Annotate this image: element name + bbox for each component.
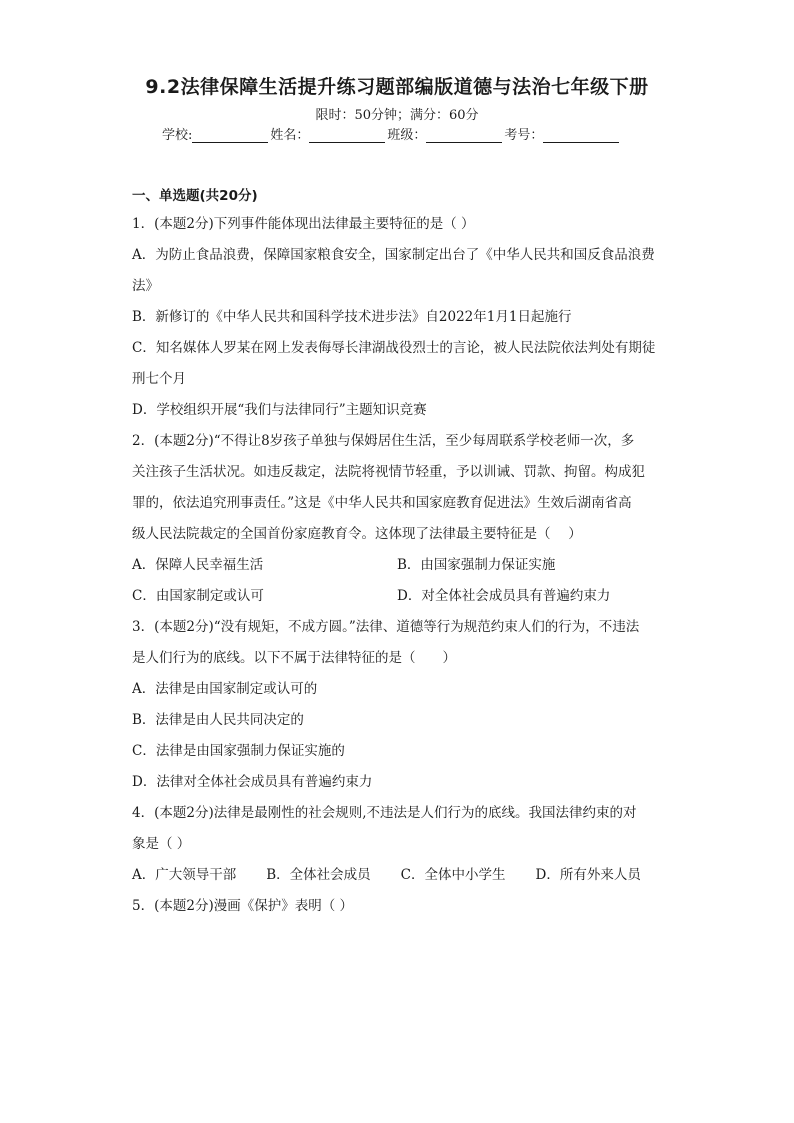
question-stem-line: 4．(本题2分)法律是最刚性的社会规则,不违法是人们行为的底线。我国法律约束的对: [132, 805, 637, 821]
option-d[interactable]: D．所有外来人员: [535, 867, 641, 883]
question-stem-line: 罪的，依法追究刑事责任。”这是《中华人民共和国家庭教育促进法》生效后湖南省高: [132, 495, 632, 511]
section-heading: 一、单选题(共20分): [132, 188, 258, 204]
options-row: [132, 860, 662, 891]
option-b[interactable]: B．由国家强制力保证实施: [397, 557, 556, 573]
option-a[interactable]: A．广大领导干部: [132, 867, 237, 883]
school-blank[interactable]: [192, 128, 268, 143]
option-b[interactable]: B．全体社会成员: [266, 867, 371, 883]
page-title: 9.2法律保障生活提升练习题部编版道德与法治七年级下册: [145, 76, 649, 98]
question-area: [132, 183, 662, 922]
question-stem-line: 关注孩子生活状况。如违反裁定，法院将视情节轻重，予以训诫、罚款、拘留。构成犯: [132, 464, 645, 480]
question-stem-line: 3．(本题2分)“没有规矩，不成方圆。”法律、道德等行为规范约束人们的行为，不违法: [132, 619, 640, 635]
question-1: [132, 209, 662, 426]
class-label: 班级：: [387, 128, 427, 143]
question-stem: 1．(本题2分)下列事件能体现出法律最主要特征的是（ ）: [132, 216, 475, 232]
option-d[interactable]: D．学校组织开展“我们与法律同行”主题知识竞赛: [132, 402, 427, 418]
class-blank[interactable]: [426, 128, 502, 143]
option-c[interactable]: C．全体中小学生: [400, 867, 506, 883]
question-stem: 5．(本题2分)漫画《保护》表明（ ）: [132, 898, 354, 914]
exam-number-blank[interactable]: [543, 128, 619, 143]
option-b[interactable]: B．新修订的《中华人民共和国科学技术进步法》自2022年1月1日起施行: [132, 309, 572, 325]
question-3: [132, 612, 662, 798]
option-a[interactable]: A．保障人民幸福生活: [132, 557, 264, 573]
option-d[interactable]: D．对全体社会成员具有普遍约束力: [397, 588, 611, 604]
option-a[interactable]: A．法律是由国家制定或认可的: [132, 681, 318, 697]
option-c[interactable]: C．由国家制定或认可: [132, 588, 264, 604]
student-info-line: [162, 124, 621, 143]
time-score-info: 限时：50分钟；满分：60分: [315, 108, 479, 123]
options-row: [132, 581, 662, 612]
name-label: 姓名：: [270, 128, 310, 143]
option-b[interactable]: B．法律是由人民共同决定的: [132, 712, 304, 728]
question-stem-line: 象是（ ）: [132, 836, 191, 852]
question-stem-line: 2．(本题2分)“不得让8岁孩子单独与保姆居住生活，至少每周联系学校老师一次，多: [132, 433, 635, 449]
exam-number-label: 考号：: [504, 128, 544, 143]
options-row: [132, 550, 662, 581]
school-label: 学校:: [162, 128, 193, 143]
question-5: [132, 891, 662, 922]
option-c[interactable]: C．知名媒体人罗某在网上发表侮辱长津湖战役烈士的言论，被人民法院依法判处有期徒刑七个月: [132, 340, 656, 387]
option-c[interactable]: C．法律是由国家强制力保证实施的: [132, 743, 345, 759]
option-d[interactable]: D．法律对全体社会成员具有普遍约束力: [132, 774, 373, 790]
question-stem-line: 是人们行为的底线。以下不属于法律特征的是（ ）: [132, 650, 456, 666]
question-stem-line: 级人民法院裁定的全国首份家庭教育令。这体现了法律最主要特征是（ ）: [132, 526, 582, 542]
option-a[interactable]: A．为防止食品浪费，保障国家粮食安全，国家制定出台了《中华人民共和国反食品浪费法》: [132, 247, 655, 294]
question-2: [132, 426, 662, 612]
question-4: [132, 798, 662, 891]
name-blank[interactable]: [309, 128, 385, 143]
